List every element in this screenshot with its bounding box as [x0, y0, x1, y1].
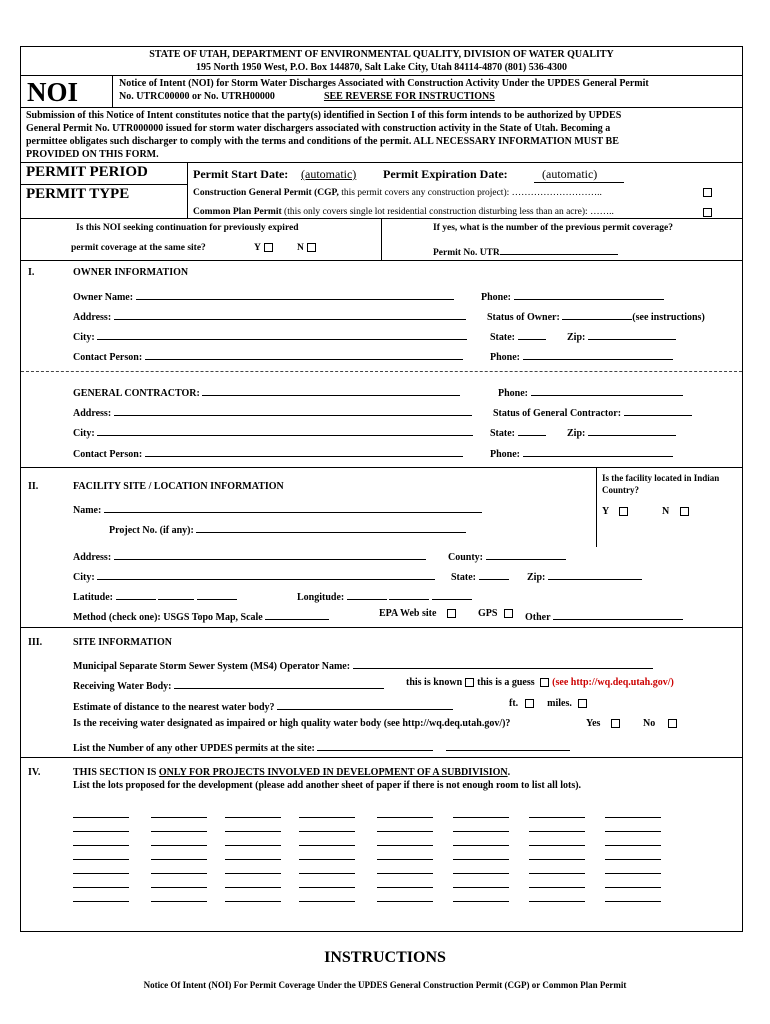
lot-entry-line[interactable]	[605, 859, 661, 860]
lot-entry-line[interactable]	[529, 831, 585, 832]
known-checkbox[interactable]	[465, 678, 474, 687]
section-4-text: THIS SECTION IS	[73, 767, 159, 778]
gc-contact-label: Contact Person:	[73, 449, 143, 460]
section-divider	[21, 371, 742, 372]
noi-title: NOI	[27, 77, 79, 107]
lot-entry-line[interactable]	[529, 817, 585, 818]
epa-checkbox[interactable]	[447, 609, 456, 618]
facility-state-field[interactable]	[451, 568, 509, 583]
known-label: this is known	[406, 677, 463, 688]
gc-state-label: State:	[490, 428, 515, 439]
latitude-field[interactable]	[73, 588, 237, 603]
owner-state-label: State:	[490, 332, 515, 343]
permit-numbers: No. UTRC00000 or No. UTRH00000	[119, 91, 275, 102]
header-address: 195 North 1950 West, P.O. Box 144870, Salt Lake City, Utah 84114-4870 (801) 536-4300	[195, 62, 568, 73]
lot-entry-line[interactable]	[529, 845, 585, 846]
facility-name-label: Name:	[73, 505, 102, 516]
indian-country-question: Is the facility located in Indian Country?	[602, 473, 720, 495]
owner-city-field[interactable]	[73, 328, 467, 343]
lot-entry-line[interactable]	[377, 817, 433, 818]
instructions-title: INSTRUCTIONS	[324, 949, 446, 966]
expiration-date-text: (automatic)	[542, 167, 598, 181]
lot-entry-line[interactable]	[73, 845, 129, 846]
lot-entry-line[interactable]	[605, 887, 661, 888]
lot-entry-line[interactable]	[299, 873, 355, 874]
facility-city-label: City:	[73, 572, 95, 583]
intro-line-1: Submission of this Notice of Intent constitutes notice that the party(s) identified in Section I of this form intends to be authorized by UPDES	[26, 110, 622, 121]
lot-entry-line[interactable]	[151, 817, 207, 818]
deq-link[interactable]: (see http://wq.deq.utah.gov/)	[552, 677, 674, 688]
lot-entry-line[interactable]	[453, 873, 509, 874]
gc-status-field[interactable]	[493, 404, 692, 419]
expiration-date-label: Permit Expiration Date:	[383, 167, 508, 181]
lot-entry-line[interactable]	[299, 887, 355, 888]
lot-entry-line[interactable]	[225, 817, 281, 818]
guess-label: this is a guess	[477, 677, 535, 688]
see-reverse-link[interactable]: SEE REVERSE FOR INSTRUCTIONS	[323, 91, 495, 102]
lot-entry-line[interactable]	[605, 901, 661, 902]
cpp-option	[193, 207, 614, 217]
lot-entry-line[interactable]	[151, 887, 207, 888]
indian-no-checkbox[interactable]	[680, 507, 689, 516]
owner-phone-field[interactable]	[481, 288, 664, 303]
lot-entry-line[interactable]	[151, 873, 207, 874]
lot-entry-line[interactable]	[225, 859, 281, 860]
gc-title: GENERAL CONTRACTOR:	[73, 388, 200, 399]
indian-yes-checkbox[interactable]	[619, 507, 628, 516]
section-4-line-2: List the lots proposed for the development (please add another sheet of paper if there is not enough room to list all lots).	[73, 780, 582, 791]
lot-entry-line[interactable]	[529, 873, 585, 874]
owner-phone-label: Phone:	[481, 292, 511, 303]
continuation-yes	[254, 243, 276, 253]
section-1-title: OWNER INFORMATION	[73, 267, 189, 278]
cgp-checkbox[interactable]	[703, 188, 712, 197]
method-gps	[478, 608, 516, 619]
noi-form	[20, 46, 743, 932]
longitude-label: Longitude:	[297, 592, 345, 603]
section-4-number: IV.	[28, 767, 41, 778]
section-4-underlined: ONLY FOR PROJECTS INVOLVED IN DEVELOPMENT OF A SUBDIVISION	[158, 767, 508, 778]
notice-line-1: Notice of Intent (NOI) for Storm Water Discharges Associated with Construction Activity Under the UPDES General Permit	[119, 78, 649, 89]
impaired-no	[643, 718, 680, 729]
gc-name-field[interactable]	[73, 384, 460, 399]
facility-zip-label: Zip:	[527, 572, 546, 583]
owner-contact-label: Contact Person:	[73, 352, 143, 363]
impaired-no-checkbox[interactable]	[668, 719, 677, 728]
start-date-label: Permit Start Date:	[193, 167, 289, 181]
start-date-value[interactable]: (automatic)	[301, 167, 357, 181]
gc-contact-field[interactable]	[73, 445, 463, 460]
owner-contact-field[interactable]	[73, 348, 463, 363]
facility-zip-field[interactable]	[527, 568, 642, 583]
gps-label: GPS	[478, 608, 498, 619]
header-agency: STATE OF UTAH, DEPARTMENT OF ENVIRONMENTAL QUALITY, DIVISION OF WATER QUALITY	[149, 49, 614, 60]
no-label: N	[297, 243, 304, 253]
intro-line-3: permittee obligates such discharger to comply with the terms and conditions of the permit. ALL NECESSARY INFORMATION MUST BE	[26, 136, 619, 147]
owner-name-field[interactable]	[73, 288, 454, 303]
previous-permit-label: Permit No. UTR	[433, 248, 500, 258]
facility-address-field[interactable]	[73, 548, 426, 563]
impaired-yes	[586, 718, 623, 729]
lot-entry-line[interactable]	[377, 873, 433, 874]
longitude-field[interactable]	[297, 588, 472, 603]
indian-no-label: N	[662, 506, 670, 517]
cpp-checkbox[interactable]	[703, 208, 712, 217]
lot-entry-line[interactable]	[299, 901, 355, 902]
impaired-yes-checkbox[interactable]	[611, 719, 620, 728]
continuation-question-1: Is this NOI seeking continuation for previously expired	[76, 223, 299, 233]
lot-entry-line[interactable]	[225, 887, 281, 888]
lot-entry-line[interactable]	[73, 887, 129, 888]
continuation-no	[297, 243, 319, 253]
project-no-field[interactable]	[109, 521, 466, 536]
lot-entry-line[interactable]	[605, 873, 661, 874]
method-epa	[379, 608, 459, 619]
ft-label: ft.	[509, 698, 519, 709]
see-instructions-label: (see instructions)	[632, 312, 705, 323]
lot-entry-line[interactable]	[299, 817, 355, 818]
epa-label: EPA Web site	[379, 608, 437, 619]
permit-type-label: PERMIT TYPE	[26, 186, 130, 202]
owner-state-field[interactable]	[490, 328, 546, 343]
project-no-label: Project No. (if any):	[109, 525, 194, 536]
ms4-field[interactable]	[73, 657, 653, 672]
lot-entry-line[interactable]	[151, 845, 207, 846]
gc-phone-label: Phone:	[498, 388, 528, 399]
lot-entry-line[interactable]	[225, 873, 281, 874]
owner-zip-field[interactable]	[567, 328, 676, 343]
gc-city-label: City:	[73, 428, 95, 439]
lot-entry-line[interactable]	[151, 901, 207, 902]
lot-entry-line[interactable]	[151, 831, 207, 832]
owner-city-label: City:	[73, 332, 95, 343]
miles-label: miles.	[547, 698, 572, 709]
lot-entry-line[interactable]	[453, 887, 509, 888]
lot-entry-line[interactable]	[605, 845, 661, 846]
distance-units	[509, 698, 590, 709]
section-2-number: II.	[28, 481, 39, 492]
continuation-question-2: permit coverage at the same site?	[71, 243, 206, 253]
section-2-title: FACILITY SITE / LOCATION INFORMATION	[73, 481, 284, 492]
gc-contact-phone-label: Phone:	[490, 449, 520, 460]
lot-entry-line[interactable]	[377, 887, 433, 888]
lot-entry-line[interactable]	[605, 831, 661, 832]
gps-checkbox[interactable]	[504, 609, 513, 618]
lot-entry-line[interactable]	[453, 817, 509, 818]
lot-entry-line[interactable]	[225, 901, 281, 902]
lot-entry-line[interactable]	[453, 831, 509, 832]
guess-checkbox[interactable]	[540, 678, 549, 687]
lot-entry-line[interactable]	[73, 831, 129, 832]
lot-entry-line[interactable]	[299, 859, 355, 860]
owner-address-label: Address:	[73, 312, 112, 323]
method-field[interactable]	[73, 608, 329, 623]
miles-checkbox[interactable]	[578, 699, 587, 708]
gc-zip-label: Zip:	[567, 428, 586, 439]
method-other[interactable]	[525, 608, 683, 623]
lot-entry-line[interactable]	[377, 845, 433, 846]
lot-entry-line[interactable]	[377, 901, 433, 902]
updes-field[interactable]	[73, 739, 570, 754]
lot-entry-line[interactable]	[225, 845, 281, 846]
cgp-option	[193, 188, 602, 198]
facility-name-field[interactable]	[73, 501, 482, 516]
gc-phone-field[interactable]	[498, 384, 683, 399]
method-label: Method (check one): USGS Topo Map, Scale	[73, 612, 263, 623]
indian-country-no	[662, 506, 692, 517]
lot-entry-line[interactable]	[453, 845, 509, 846]
section-4-period: .	[507, 767, 511, 778]
indian-yes-label: Y	[602, 506, 609, 517]
gc-city-field[interactable]	[73, 424, 473, 439]
expiration-date-value[interactable]	[534, 167, 624, 183]
lot-entry-line[interactable]	[377, 859, 433, 860]
lot-entry-line[interactable]	[73, 817, 129, 818]
lot-entry-line[interactable]	[299, 831, 355, 832]
indian-country-yes	[602, 506, 631, 517]
facility-county-label: County:	[448, 552, 484, 563]
receiving-known-guess	[406, 677, 674, 688]
intro-line-2: General Permit No. UTR000000 issued for storm water dischargers associated with construction activity in the State of Utah. Becoming a	[26, 123, 611, 134]
previous-permit-field[interactable]	[433, 243, 618, 258]
owner-contact-phone-field[interactable]	[490, 348, 673, 363]
ms4-label: Municipal Separate Storm Sewer System (MS4) Operator Name:	[73, 661, 351, 672]
lot-entry-line[interactable]	[73, 901, 129, 902]
lot-entry-line[interactable]	[377, 831, 433, 832]
lot-entry-line[interactable]	[529, 887, 585, 888]
owner-address-field[interactable]	[73, 308, 466, 323]
cgp-label: Construction General Permit (CGP,	[193, 188, 339, 198]
lot-entry-line[interactable]	[225, 831, 281, 832]
updes-label: List the Number of any other UPDES permits at the site:	[73, 743, 315, 754]
lot-entry-line[interactable]	[73, 873, 129, 874]
facility-city-field[interactable]	[73, 568, 435, 583]
previous-permit-question: If yes, what is the number of the previous permit coverage?	[433, 223, 674, 233]
lot-entry-line[interactable]	[299, 845, 355, 846]
receiving-water-label: Receiving Water Body:	[73, 681, 172, 692]
cpp-label: Common Plan Permit	[193, 207, 282, 217]
impaired-question: Is the receiving water designated as impaired or high quality water body (see http://wq.deq.utah.gov/)?	[73, 718, 511, 729]
ft-checkbox[interactable]	[525, 699, 534, 708]
section-3-title: SITE INFORMATION	[73, 637, 172, 648]
section-1-number: I.	[28, 267, 35, 278]
instructions-subtitle: Notice Of Intent (NOI) For Permit Coverage Under the UPDES General Construction Permit (CGP) or Common Plan Permit	[143, 980, 627, 990]
yes-label: Y	[254, 243, 261, 253]
lot-entry-line[interactable]	[151, 859, 207, 860]
lot-entry-line[interactable]	[605, 817, 661, 818]
gc-status-label: Status of General Contractor:	[493, 408, 622, 419]
continuation-yes-checkbox[interactable]	[264, 243, 273, 252]
gc-address-field[interactable]	[73, 404, 472, 419]
other-label: Other	[525, 612, 551, 623]
owner-zip-label: Zip:	[567, 332, 586, 343]
facility-address-label: Address:	[73, 552, 112, 563]
permit-period-label: PERMIT PERIOD	[26, 164, 148, 180]
cgp-desc: this permit covers any construction project): ………………………..	[338, 188, 602, 198]
gc-address-label: Address:	[73, 408, 112, 419]
section-3-number: III.	[28, 637, 43, 648]
distance-field[interactable]	[73, 698, 453, 713]
notice-line-2	[119, 91, 495, 102]
lot-entry-line[interactable]	[73, 859, 129, 860]
lot-entry-line[interactable]	[453, 859, 509, 860]
continuation-no-checkbox[interactable]	[307, 243, 316, 252]
owner-contact-phone-label: Phone:	[490, 352, 520, 363]
facility-state-label: State:	[451, 572, 476, 583]
receiving-water-field[interactable]	[73, 677, 384, 692]
cpp-desc: (this only covers single lot residential construction disturbing less than an acre): ……..	[281, 207, 614, 217]
latitude-label: Latitude:	[73, 592, 113, 603]
impaired-yes-label: Yes	[586, 718, 601, 729]
lot-entry-line[interactable]	[529, 859, 585, 860]
section-4-line-1	[73, 767, 510, 778]
gc-zip-field[interactable]	[567, 424, 676, 439]
impaired-no-label: No	[643, 718, 656, 729]
owner-status-field[interactable]	[487, 308, 705, 323]
intro-line-4: PROVIDED ON THIS FORM.	[26, 149, 159, 160]
owner-status-label: Status of Owner:	[487, 312, 560, 323]
owner-name-label: Owner Name:	[73, 292, 134, 303]
gc-state-field[interactable]	[490, 424, 546, 439]
lot-entry-line[interactable]	[529, 901, 585, 902]
distance-label: Estimate of distance to the nearest water body?	[73, 702, 275, 713]
facility-county-field[interactable]	[448, 548, 566, 563]
lot-entry-line[interactable]	[453, 901, 509, 902]
gc-contact-phone-field[interactable]	[490, 445, 673, 460]
